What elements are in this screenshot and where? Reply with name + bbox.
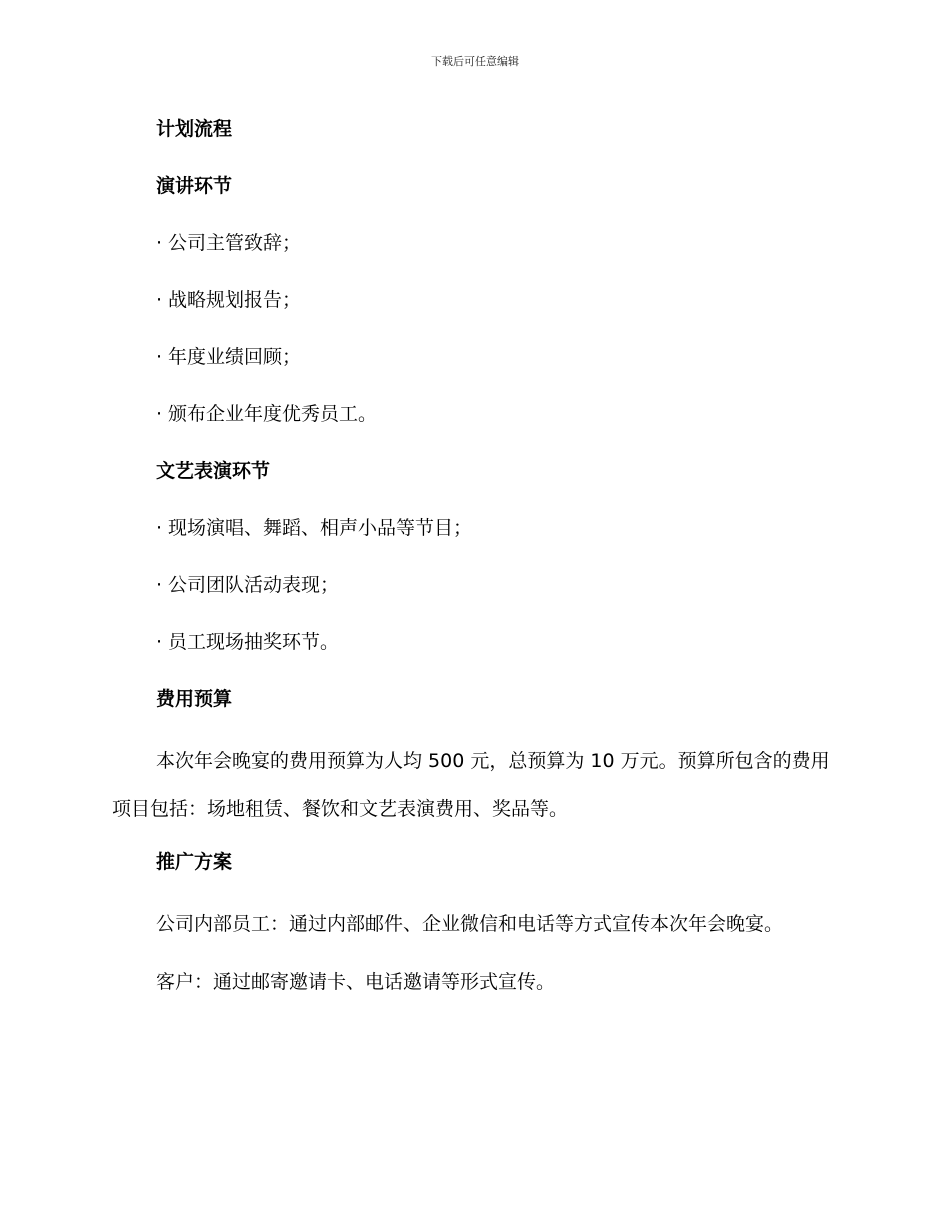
list-item-text: 年度业绩回顾；	[168, 346, 302, 368]
bullet-icon: ·	[156, 403, 163, 425]
list-item-text: 战略规划报告；	[168, 289, 302, 311]
list-item	[112, 566, 832, 604]
list-item-text: 现场演唱、舞蹈、相声小品等节目；	[168, 517, 473, 539]
heading-promotion: 推广方案	[156, 851, 233, 873]
list-item	[112, 281, 832, 319]
list-item-text: 公司团队活动表现；	[168, 574, 340, 596]
bullet-icon: ·	[156, 289, 163, 311]
list-item-text: 颁布企业年度优秀员工。	[168, 403, 378, 425]
heading-speech-session: 演讲环节	[156, 175, 233, 197]
list-item	[112, 509, 832, 547]
document-body	[112, 110, 832, 1016]
bullet-icon: ·	[156, 346, 163, 368]
heading-plan-process: 计划流程	[156, 118, 233, 140]
page-header: 下载后可任意编辑	[431, 55, 519, 68]
list-item-text: 公司主管致辞；	[168, 232, 302, 254]
heading-performance-session: 文艺表演环节	[156, 460, 271, 482]
bullet-icon: ·	[156, 517, 163, 539]
bullet-icon: ·	[156, 631, 163, 653]
bullet-icon: ·	[156, 232, 163, 254]
list-item	[112, 338, 832, 376]
budget-paragraph: 本次年会晚宴的费用预算为人均 500 元，总预算为 10 万元。预算所包含的费用项目包括：场地租赁、餐饮和文艺表演费用、奖品等。	[112, 750, 830, 820]
promotion-paragraph-employees: 公司内部员工：通过内部邮件、企业微信和电话等方式宣传本次年会晚宴。	[156, 913, 784, 935]
list-item	[112, 395, 832, 433]
list-item	[112, 623, 832, 661]
list-item	[112, 224, 832, 262]
promotion-paragraph-customers: 客户：通过邮寄邀请卡、电话邀请等形式宣传。	[156, 971, 556, 993]
bullet-icon: ·	[156, 574, 163, 596]
list-item-text: 员工现场抽奖环节。	[168, 631, 340, 653]
heading-budget: 费用预算	[156, 688, 233, 710]
